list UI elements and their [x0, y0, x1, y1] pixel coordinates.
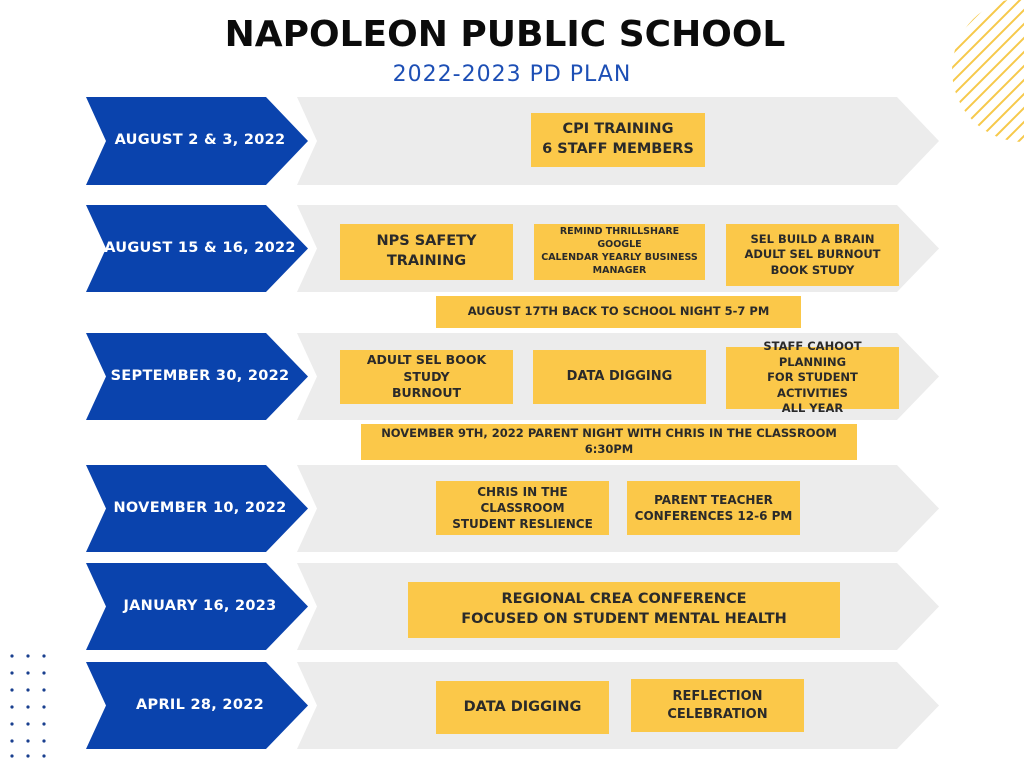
event-line: REMIND THRILLSHARE GOOGLE	[559, 226, 680, 251]
timeline-row-1	[0, 97, 1024, 185]
timeline-row-4	[0, 465, 1024, 552]
event-box	[631, 679, 804, 732]
event-box	[627, 481, 800, 535]
event-box	[534, 224, 705, 280]
page-subtitle: 2022-2023 PD PLAN	[392, 62, 632, 87]
gray-chevron	[297, 465, 939, 552]
event-line: FOCUSED ON STUDENT MENTAL HEALTH	[461, 611, 787, 627]
row-date: JANUARY 16, 2023	[123, 598, 277, 614]
event-box	[340, 350, 513, 404]
event-line: CHRIS IN THE CLASSROOM	[477, 484, 568, 515]
event-line: STUDENT RESLIENCE	[452, 517, 593, 532]
row-date: AUGUST 2 & 3, 2022	[114, 132, 286, 148]
event-line: CALENDAR YEARLY BUSINESS	[541, 252, 698, 263]
event-line: NPS SAFETY	[376, 233, 477, 250]
event-line: REFLECTION	[672, 688, 763, 704]
timeline-row-6	[0, 662, 1024, 749]
event-line: CONFERENCES 12-6 PM	[634, 509, 793, 523]
event-line: ADULT SEL BURNOUT	[744, 247, 881, 262]
event-line: DATA DIGGING	[463, 698, 582, 715]
gray-chevron	[297, 662, 939, 749]
row-date: NOVEMBER 10, 2022	[113, 500, 287, 516]
event-box	[436, 681, 609, 734]
event-line: SEL BUILD A BRAIN	[750, 231, 875, 246]
event-line: FOR STUDENT ACTIVITIES	[767, 370, 858, 400]
timeline-row-2	[0, 205, 1024, 292]
event-line: CPI TRAINING	[562, 121, 674, 138]
timeline-row-5	[0, 563, 1024, 650]
event-box	[340, 224, 513, 280]
row-date: APRIL 28, 2022	[136, 697, 264, 713]
event-line: 6 STAFF MEMBERS	[542, 141, 694, 157]
event-box	[436, 481, 609, 535]
event-line: PARENT TEACHER	[654, 492, 773, 507]
event-box	[531, 113, 705, 167]
event-box	[408, 582, 840, 638]
event-line: BOOK STUDY	[770, 262, 855, 277]
parent-night-banner: NOVEMBER 9TH, 2022 PARENT NIGHT WITH CHRIS IN THE CLASSROOM 6:30PM	[361, 424, 857, 460]
timeline-row-3	[0, 333, 1024, 420]
row-date: SEPTEMBER 30, 2022	[110, 368, 290, 384]
event-line: STAFF CAHOOT PLANNING	[763, 339, 862, 369]
event-line: ADULT SEL BOOK STUDY	[366, 351, 487, 384]
row-date: AUGUST 15 & 16, 2022	[104, 240, 296, 256]
event-line: DATA DIGGING	[566, 369, 673, 385]
event-box	[726, 339, 899, 416]
event-line: BURNOUT	[391, 385, 462, 401]
event-line: TRAINING	[386, 253, 467, 269]
event-box	[533, 350, 706, 404]
event-box	[726, 224, 899, 286]
event-line: REGIONAL CREA CONFERENCE	[501, 591, 747, 608]
back-to-school-banner: AUGUST 17TH BACK TO SCHOOL NIGHT 5-7 PM	[436, 296, 801, 328]
event-line: ALL YEAR	[781, 401, 844, 416]
event-line: CELEBRATION	[667, 706, 768, 722]
event-line: MANAGER	[592, 264, 647, 276]
page-title: NAPOLEON PUBLIC SCHOOL	[224, 14, 786, 55]
